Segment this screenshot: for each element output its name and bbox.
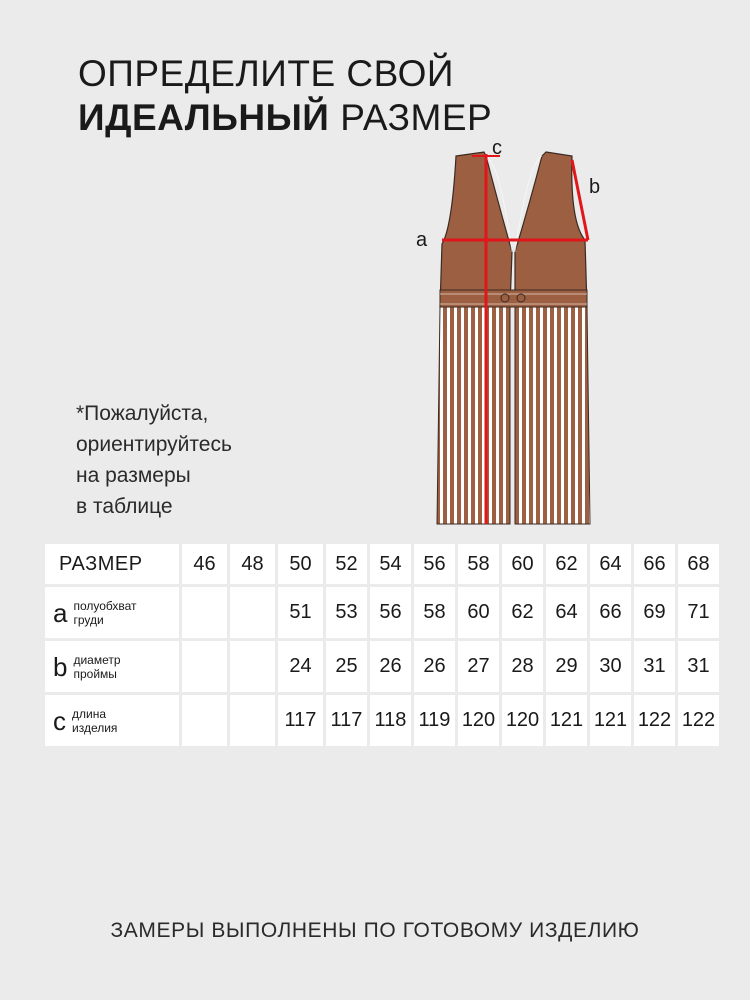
title-bold-word: ИДЕАЛЬНЫЙ: [78, 97, 330, 138]
table-header-row: [45, 544, 719, 584]
title-regular-word: РАЗМЕР: [340, 97, 493, 138]
size-cell: 46: [182, 544, 227, 584]
note-line-2: ориентируйтесь: [76, 433, 232, 456]
size-note: [76, 398, 232, 522]
value-cell: [182, 695, 227, 746]
value-cell: 26: [370, 641, 411, 692]
value-cell: 24: [278, 641, 323, 692]
row-label: [45, 587, 179, 638]
row-description: длина изделия: [72, 706, 118, 735]
vest-waistband: [440, 290, 587, 307]
size-cell: 64: [590, 544, 631, 584]
value-cell: 71: [678, 587, 719, 638]
size-cell: 48: [230, 544, 275, 584]
value-cell: 29: [546, 641, 587, 692]
value-cell: 26: [414, 641, 455, 692]
size-table: [42, 541, 722, 749]
value-cell: 27: [458, 641, 499, 692]
label-c: c: [492, 137, 502, 159]
row-letter: b: [53, 651, 68, 682]
header-label: РАЗМЕР: [45, 544, 179, 584]
value-cell: 25: [326, 641, 367, 692]
row-label: [45, 641, 179, 692]
value-cell: 121: [590, 695, 631, 746]
value-cell: [182, 587, 227, 638]
table-row: [45, 641, 719, 692]
value-cell: 120: [458, 695, 499, 746]
note-line-1: *Пожалуйста,: [76, 402, 209, 425]
vest-fringe-left: [432, 307, 512, 527]
vest-fringe-right: [512, 307, 594, 527]
label-b: b: [589, 176, 601, 198]
value-cell: 30: [590, 641, 631, 692]
size-cell: 52: [326, 544, 367, 584]
size-cell: 50: [278, 544, 323, 584]
value-cell: 60: [458, 587, 499, 638]
table-row: [45, 695, 719, 746]
row-description: полуобхват груди: [73, 598, 137, 627]
value-cell: 31: [634, 641, 675, 692]
size-cell: 58: [458, 544, 499, 584]
value-cell: 117: [326, 695, 367, 746]
value-cell: 64: [546, 587, 587, 638]
label-a: a: [416, 229, 428, 251]
size-cell: 56: [414, 544, 455, 584]
row-letter: a: [53, 597, 68, 628]
value-cell: 117: [278, 695, 323, 746]
row-label: [45, 695, 179, 746]
value-cell: 120: [502, 695, 543, 746]
value-cell: 66: [590, 587, 631, 638]
note-line-3: на размеры: [76, 464, 191, 487]
value-cell: [230, 695, 275, 746]
value-cell: 118: [370, 695, 411, 746]
value-cell: [230, 587, 275, 638]
vest-button-left: [501, 294, 509, 302]
value-cell: 28: [502, 641, 543, 692]
page-title: [78, 52, 492, 140]
table-row: [45, 587, 719, 638]
row-description: диаметр проймы: [73, 652, 121, 681]
value-cell: 58: [414, 587, 455, 638]
value-cell: 53: [326, 587, 367, 638]
value-cell: [230, 641, 275, 692]
value-cell: 51: [278, 587, 323, 638]
value-cell: 56: [370, 587, 411, 638]
value-cell: [182, 641, 227, 692]
value-cell: 119: [414, 695, 455, 746]
vest-button-right: [517, 294, 525, 302]
value-cell: 122: [678, 695, 719, 746]
row-letter: c: [53, 705, 66, 736]
value-cell: 122: [634, 695, 675, 746]
size-cell: 54: [370, 544, 411, 584]
value-cell: 69: [634, 587, 675, 638]
size-cell: 66: [634, 544, 675, 584]
size-cell: 60: [502, 544, 543, 584]
vest-diagram: [412, 132, 612, 532]
value-cell: 121: [546, 695, 587, 746]
footer-note: ЗАМЕРЫ ВЫПОЛНЕНЫ ПО ГОТОВОМУ ИЗДЕЛИЮ: [110, 919, 640, 942]
size-cell: 62: [546, 544, 587, 584]
value-cell: 62: [502, 587, 543, 638]
vest-left-panel: [440, 152, 512, 307]
note-line-4: в таблице: [76, 495, 173, 518]
value-cell: 31: [678, 641, 719, 692]
size-cell: 68: [678, 544, 719, 584]
title-line-1: ОПРЕДЕЛИТЕ СВОЙ: [78, 53, 454, 94]
